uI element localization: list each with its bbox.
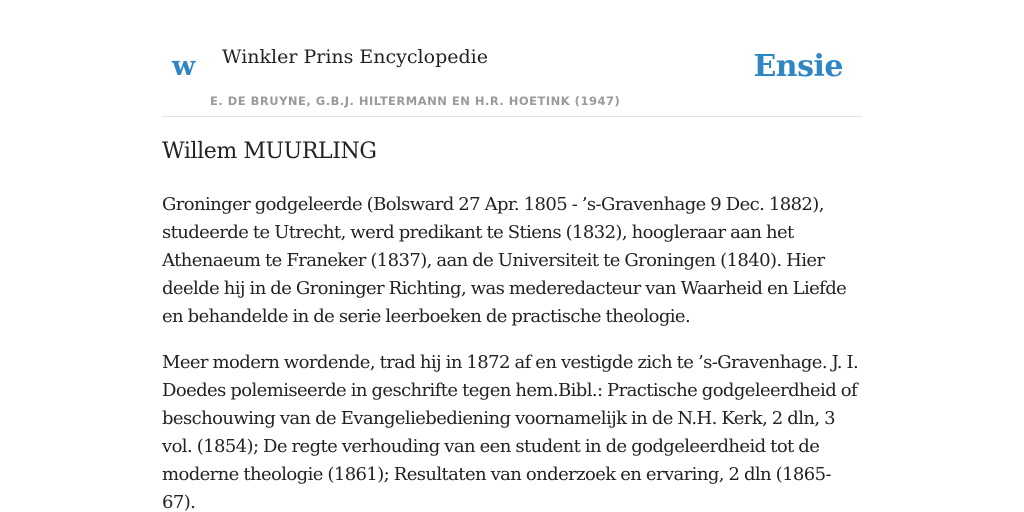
article-paragraph-1: Groninger godgeleerde (Bolsward 27 Apr. 1805 - ’s-Gravenhage 9 Dec. 1882), studeerde te Utrecht, werd predikant te Stiens (1832), hoogleraar aan het Athenaeum te Franeker (1837), aan de Universiteit te Groningen (1840). Hier deelde hij in de Groninger Richting, was mederedacteur van Waarheid en Liefde en behandelde in de serie leerboeken de practische theologie. — [162, 193, 847, 327]
book-title[interactable]: Winkler Prins Encyclopedie — [222, 46, 488, 68]
article-paragraph-2: Meer modern wordende, trad hij in 1872 af en vestigde zich te ’s-Gravenhage. J. I. Doedes polemiseerde in geschrifte tegen hem.Bibl.: Practische godgeleerdheid of beschouwing van de Evangeliebediening voornamelijk in de N.H. Kerk, 2 dln, 3 vol. (1854); De regte verhouding van een student in de godgeleerdheid tot de moderne theologie (1861); Resultaten van onderzoek en ervaring, 2 dln (1865-67). — [162, 351, 859, 512]
ensie-brand-logo[interactable]: Ensie — [753, 49, 843, 84]
article-title: Willem MUURLING — [162, 139, 377, 164]
book-authors: E. DE BRUYNE, G.B.J. HILTERMANN EN H.R. HOETINK (1947) — [210, 94, 621, 108]
winkler-prins-logo-icon[interactable]: w — [172, 51, 196, 82]
article — [162, 138, 862, 512]
source-header — [162, 0, 862, 117]
